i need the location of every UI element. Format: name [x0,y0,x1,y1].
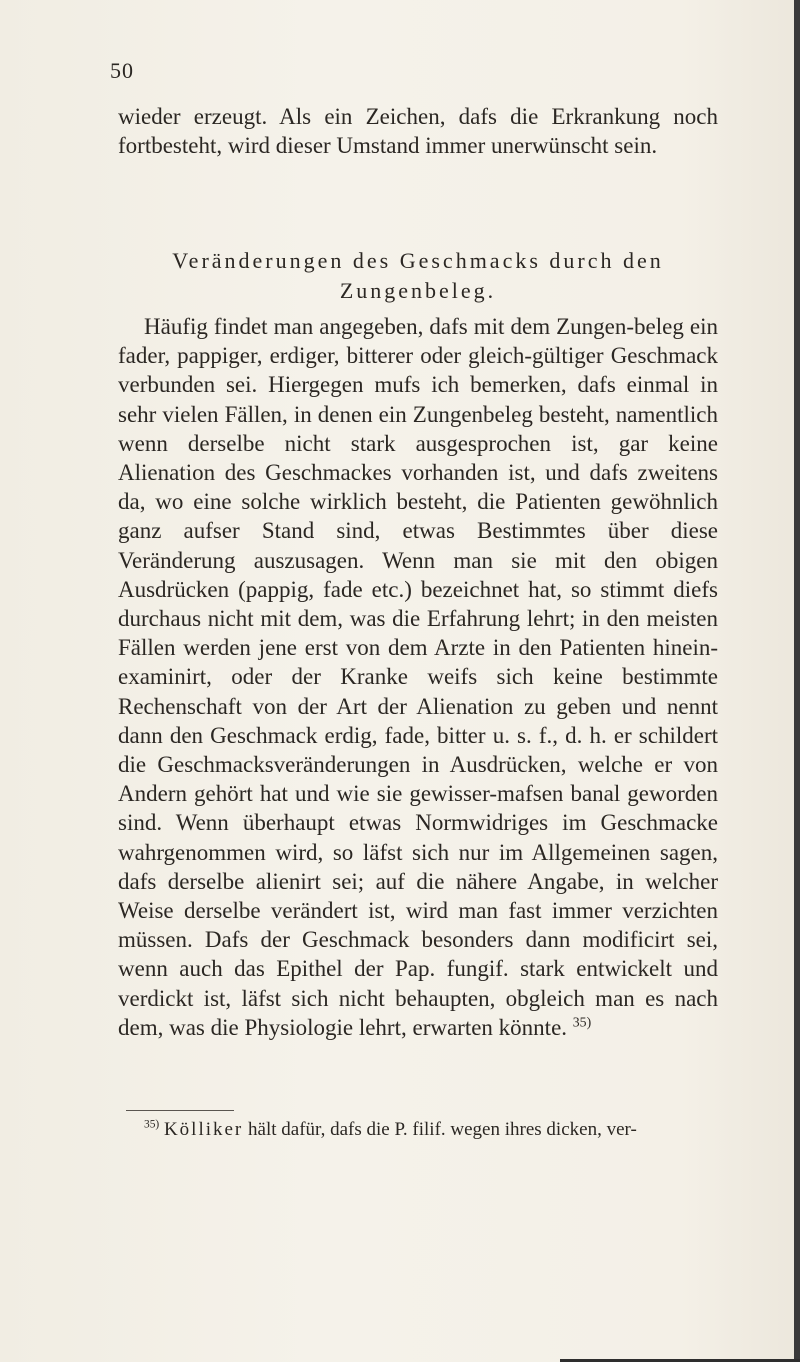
page-edge-shadow [794,0,800,1362]
section-heading-line-2: Zungenbeleg. [339,278,497,303]
main-paragraph [118,312,718,1042]
footnote-divider [126,1110,234,1111]
footnote-text: hält dafür, dafs die P. filif. wegen ihres dicken, ver- [248,1119,637,1140]
footnote [118,1118,738,1142]
top-paragraph: wieder erzeugt. Als ein Zeichen, dafs die Erkrankung noch fortbesteht, wird dieser Umstand immer unerwünscht sein. [118,104,718,159]
footnote-author: Kölliker [163,1119,244,1140]
main-paragraph-text: Häufig findet man angegeben, dafs mit dem Zungen-beleg ein fader, pappiger, erdiger, bitterer oder gleich-gültiger Geschmack verbunden sei. Hiergegen mufs ich bemerken, dafs einmal in sehr vielen Fällen, in denen ein Zungenbeleg besteht, namentlich wenn derselbe nicht stark ausgesprochen ist, gar keine Alienation des Geschmackes vorhanden ist, und dafs zweitens da, wo eine solche wirklich besteht, die Patienten gewöhnlich ganz aufser Stand sind, etwas Bestimmtes über diese Veränderung auszusagen. Wenn man sie mit den obigen Ausdrücken (pappig, fade etc.) bezeichnet hat, so stimmt diefs durchaus nicht mit dem, was die Erfahrung lehrt; in den meisten Fällen werden jene erst von dem Arzte in den Patienten hinein-examinirt, oder der Kranke weifs sich keine bestimmte Rechenschaft von der Art der Alienation zu geben und nennt dann den Geschmack erdig, fade, bitter u. s. f., d. h. er schildert die Geschmacksveränderungen in Ausdrücken, welche er von Andern gehört hat und wie sie gewisser-mafsen banal geworden sind. Wenn überhaupt etwas Normwidriges im Geschmacke wahrgenommen wird, so läfst sich nur im Allgemeinen sagen, dafs derselbe alienirt sei; auf die nähere Angabe, in welcher Weise derselbe verändert ist, wird man fast immer verzichten müssen. Dafs der Geschmack besonders dann modificirt sei, wenn auch das Epithel der Pap. fungif. stark entwickelt und verdickt ist, läfst sich nicht behaupten, obgleich man es nach dem, was die Physiologie lehrt, erwarten könnte. [118,314,718,1040]
footnote-marker: 35) [144,1118,160,1131]
section-heading [118,246,718,306]
page-number: 50 [110,58,134,83]
footnote-reference: 35) [572,1014,592,1030]
section-heading-line-1: Veränderungen des Geschmacks durch den [172,248,664,273]
